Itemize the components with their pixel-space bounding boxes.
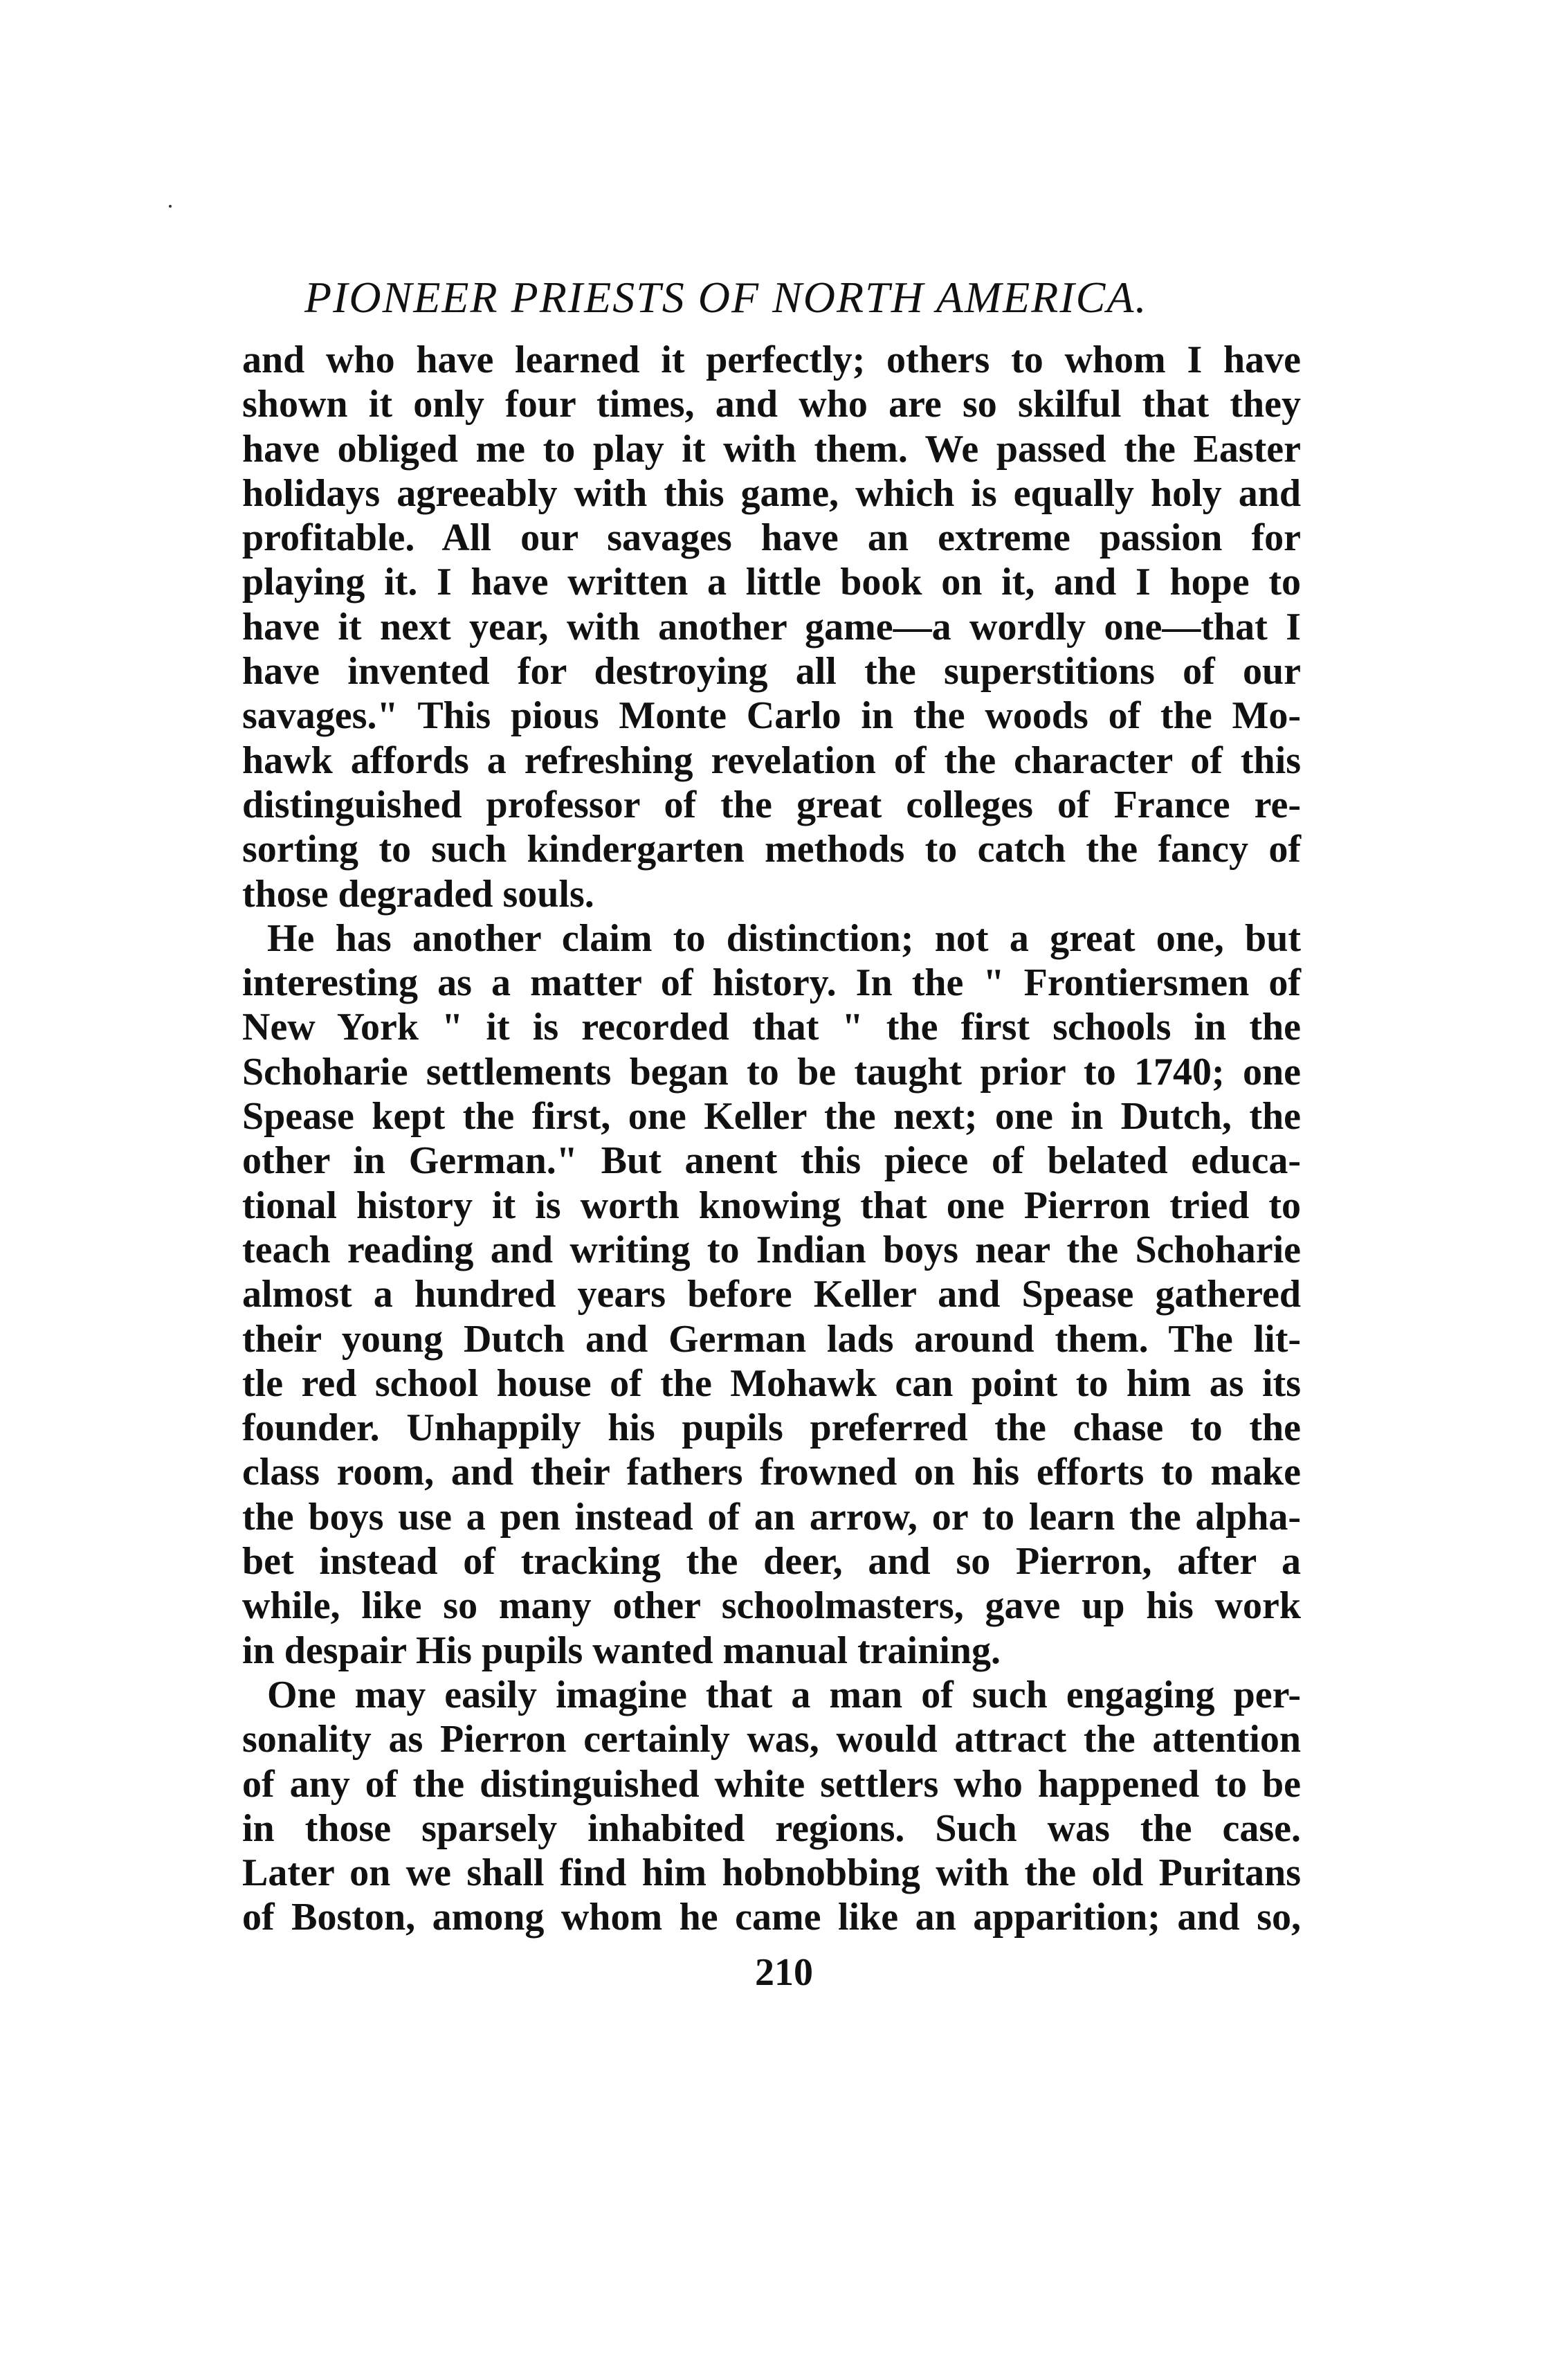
- text-line: hawk affords a refreshing revelation of the character of this: [242, 738, 1301, 782]
- text-line: sorting to such kindergarten methods to catch the fancy of: [242, 828, 1301, 871]
- text-line: bet instead of tracking the deer, and so Pierron, after a: [242, 1540, 1301, 1584]
- page-number: 210: [755, 1951, 813, 1994]
- text-line: have obliged me to play it with them. We passed the Easter: [242, 427, 1301, 471]
- text-line: Spease kept the first, one Keller the next; one in Dutch, the: [242, 1095, 1301, 1139]
- text-line: holidays agreeably with this game, which is equally holy and: [242, 471, 1301, 515]
- text-line: founder. Unhappily his pupils preferred the chase to the: [242, 1406, 1301, 1450]
- text-line: savages." This pious Monte Carlo in the woods of the Mo-: [242, 694, 1301, 738]
- text-line: tional history it is worth knowing that one Pierron tried to: [242, 1184, 1301, 1227]
- text-line: sonality as Pierron certainly was, would attract the attention: [242, 1718, 1301, 1761]
- text-line: playing it. I have written a little book on it, and I hope to: [242, 561, 1301, 604]
- text-line: Later on we shall find him hobnobbing with the old Puritans: [242, 1851, 1301, 1895]
- text-line: tle red school house of the Mohawk can point to him as its: [242, 1361, 1301, 1405]
- text-line: have it next year, with another game—a wordly one—that I: [242, 605, 1301, 649]
- text-line: while, like so many other schoolmasters, gave up his work: [242, 1584, 1301, 1628]
- print-speck: [169, 205, 172, 208]
- text-line: other in German." But anent this piece of belated educa-: [242, 1139, 1301, 1183]
- text-line: of any of the distinguished white settlers who happened to be: [242, 1762, 1301, 1806]
- text-line: those degraded souls.: [242, 872, 594, 916]
- text-line: shown it only four times, and who are so skilful that they: [242, 383, 1301, 426]
- text-line: He has another claim to distinction; not a great one, but: [267, 916, 1301, 960]
- body-text: [242, 338, 1301, 1940]
- text-line: New York " it is recorded that " the first schools in the: [242, 1006, 1301, 1049]
- text-line: class room, and their fathers frowned on his efforts to make: [242, 1451, 1301, 1494]
- running-head: PIONEER PRIESTS OF NORTH AMERICA.: [304, 273, 1148, 322]
- text-line: of Boston, among whom he came like an apparition; and so,: [242, 1896, 1301, 1939]
- text-line: One may easily imagine that a man of such engaging per-: [267, 1673, 1301, 1716]
- text-line: in despair His pupils wanted manual training.: [242, 1629, 1001, 1672]
- text-line: distinguished professor of the great colleges of France re-: [242, 783, 1301, 826]
- text-line: their young Dutch and German lads around them. The lit-: [242, 1317, 1301, 1361]
- text-line: the boys use a pen instead of an arrow, or to learn the alpha-: [242, 1495, 1301, 1539]
- text-line: and who have learned it perfectly; others to whom I have: [242, 338, 1301, 381]
- text-line: interesting as a matter of history. In the " Frontiersmen of: [242, 961, 1301, 1005]
- text-line: teach reading and writing to Indian boys near the Schoharie: [242, 1228, 1301, 1271]
- text-line: have invented for destroying all the superstitions of our: [242, 650, 1301, 693]
- text-line: almost a hundred years before Keller and Spease gathered: [242, 1273, 1301, 1316]
- text-line: in those sparsely inhabited regions. Such was the case.: [242, 1806, 1301, 1850]
- text-line: Schoharie settlements began to be taught prior to 1740; one: [242, 1050, 1301, 1094]
- text-line: profitable. All our savages have an extreme passion for: [242, 516, 1301, 560]
